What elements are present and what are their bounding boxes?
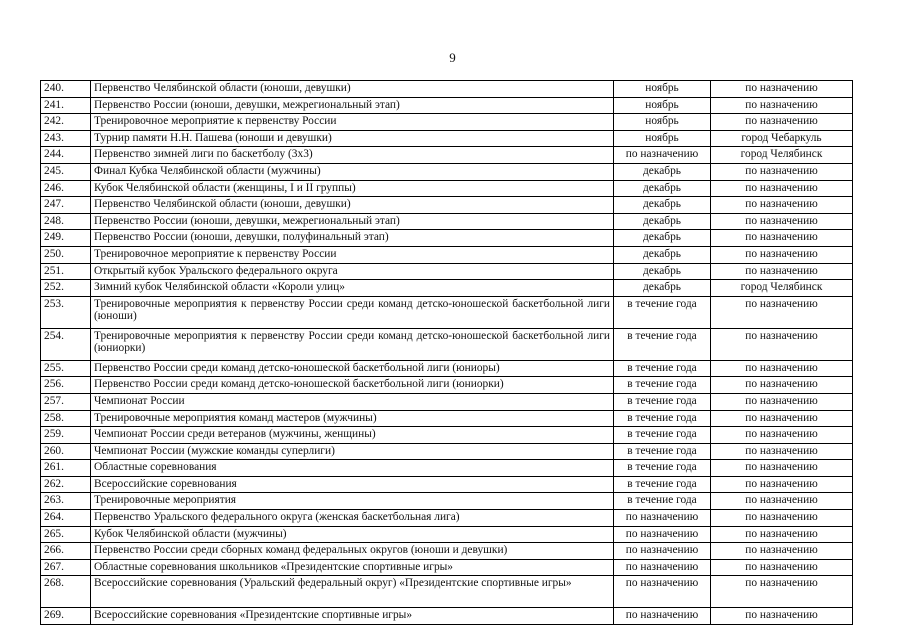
event-name: Тренировочные мероприятия к первенству России среди команд детско-юношеской баскетбольной лиги (юноши): [91, 296, 614, 328]
event-date: в течение года: [614, 296, 711, 328]
event-date: ноябрь: [614, 114, 711, 131]
table-row: [41, 130, 853, 147]
row-number: 258.: [41, 410, 91, 427]
event-date: декабрь: [614, 230, 711, 247]
event-place: по назначению: [711, 526, 853, 543]
event-place: по назначению: [711, 443, 853, 460]
event-name: Первенство России (юноши, девушки, полуфинальный этап): [91, 230, 614, 247]
row-number: 266.: [41, 543, 91, 560]
table-row: [41, 328, 853, 360]
table-row: [41, 180, 853, 197]
event-place: по назначению: [711, 180, 853, 197]
event-place: по назначению: [711, 163, 853, 180]
event-place: по назначению: [711, 197, 853, 214]
table-row: [41, 576, 853, 608]
table-row: [41, 230, 853, 247]
event-name: Кубок Челябинской области (мужчины): [91, 526, 614, 543]
row-number: 255.: [41, 360, 91, 377]
row-number: 263.: [41, 493, 91, 510]
table-row: [41, 197, 853, 214]
table-row: [41, 493, 853, 510]
event-date: ноябрь: [614, 81, 711, 98]
event-date: в течение года: [614, 360, 711, 377]
table-row: [41, 377, 853, 394]
event-date: ноябрь: [614, 130, 711, 147]
event-place: город Челябинск: [711, 280, 853, 297]
event-date: по назначению: [614, 147, 711, 164]
event-date: по назначению: [614, 608, 711, 625]
event-name: Первенство Челябинской области (юноши, девушки): [91, 197, 614, 214]
event-name: Кубок Челябинской области (женщины, I и II группы): [91, 180, 614, 197]
event-name: Первенство России среди команд детско-юношеской баскетбольной лиги (юниорки): [91, 377, 614, 394]
row-number: 251.: [41, 263, 91, 280]
table-row: [41, 526, 853, 543]
event-date: в течение года: [614, 460, 711, 477]
event-date: в течение года: [614, 427, 711, 444]
row-number: 249.: [41, 230, 91, 247]
event-place: по назначению: [711, 393, 853, 410]
event-name: Зимний кубок Челябинской области «Короли улиц»: [91, 280, 614, 297]
event-name: Чемпионат России: [91, 393, 614, 410]
row-number: 257.: [41, 393, 91, 410]
row-number: 256.: [41, 377, 91, 394]
event-name: Первенство России (юноши, девушки, межрегиональный этап): [91, 213, 614, 230]
row-number: 240.: [41, 81, 91, 98]
row-number: 262.: [41, 476, 91, 493]
event-name: Всероссийские соревнования «Президентские спортивные игры»: [91, 608, 614, 625]
table-row: [41, 427, 853, 444]
row-number: 261.: [41, 460, 91, 477]
event-name: Тренировочные мероприятия: [91, 493, 614, 510]
event-name: Областные соревнования школьников «Президентские спортивные игры»: [91, 559, 614, 576]
event-date: декабрь: [614, 213, 711, 230]
event-place: по назначению: [711, 543, 853, 560]
row-number: 244.: [41, 147, 91, 164]
table-row: [41, 510, 853, 527]
row-number: 248.: [41, 213, 91, 230]
event-name: Тренировочное мероприятие к первенству России: [91, 114, 614, 131]
event-name: Турнир памяти Н.Н. Пашева (юноши и девушки): [91, 130, 614, 147]
event-date: в течение года: [614, 443, 711, 460]
event-date: по назначению: [614, 526, 711, 543]
event-place: по назначению: [711, 576, 853, 608]
event-date: в течение года: [614, 377, 711, 394]
event-place: по назначению: [711, 360, 853, 377]
event-place: по назначению: [711, 97, 853, 114]
event-place: по назначению: [711, 230, 853, 247]
event-place: по назначению: [711, 460, 853, 477]
table-row: [41, 443, 853, 460]
event-name: Финал Кубка Челябинской области (мужчины): [91, 163, 614, 180]
table-row: [41, 81, 853, 98]
event-date: декабрь: [614, 180, 711, 197]
event-name: Первенство России среди сборных команд федеральных округов (юноши и девушки): [91, 543, 614, 560]
event-date: в течение года: [614, 410, 711, 427]
table-row: [41, 114, 853, 131]
event-place: по назначению: [711, 427, 853, 444]
event-date: по назначению: [614, 543, 711, 560]
event-date: декабрь: [614, 280, 711, 297]
event-name: Открытый кубок Уральского федерального округа: [91, 263, 614, 280]
event-place: по назначению: [711, 410, 853, 427]
row-number: 265.: [41, 526, 91, 543]
event-date: в течение года: [614, 328, 711, 360]
row-number: 267.: [41, 559, 91, 576]
event-place: по назначению: [711, 608, 853, 625]
row-number: 254.: [41, 328, 91, 360]
event-place: город Челябинск: [711, 147, 853, 164]
table-row: [41, 263, 853, 280]
event-name: Всероссийские соревнования: [91, 476, 614, 493]
event-place: по назначению: [711, 263, 853, 280]
event-name: Тренировочное мероприятие к первенству России: [91, 246, 614, 263]
table-row: [41, 559, 853, 576]
table-row: [41, 213, 853, 230]
table-row: [41, 97, 853, 114]
table-row: [41, 163, 853, 180]
table-row: [41, 608, 853, 625]
event-date: по назначению: [614, 559, 711, 576]
event-place: по назначению: [711, 493, 853, 510]
event-name: Первенство Уральского федерального округа (женская баскетбольная лига): [91, 510, 614, 527]
event-date: декабрь: [614, 163, 711, 180]
row-number: 242.: [41, 114, 91, 131]
events-table: [40, 80, 853, 625]
event-name: Чемпионат России (мужские команды суперлиги): [91, 443, 614, 460]
event-name: Тренировочные мероприятия к первенству России среди команд детско-юношеской баскетбольной лиги (юниорки): [91, 328, 614, 360]
row-number: 250.: [41, 246, 91, 263]
event-date: в течение года: [614, 493, 711, 510]
event-place: по назначению: [711, 114, 853, 131]
event-place: по назначению: [711, 328, 853, 360]
events-table-body: [41, 81, 853, 625]
event-date: в течение года: [614, 393, 711, 410]
table-row: [41, 280, 853, 297]
event-place: по назначению: [711, 559, 853, 576]
row-number: 253.: [41, 296, 91, 328]
event-date: декабрь: [614, 197, 711, 214]
table-row: [41, 147, 853, 164]
row-number: 241.: [41, 97, 91, 114]
page-number: 9: [449, 50, 456, 65]
event-name: Областные соревнования: [91, 460, 614, 477]
event-name: Первенство зимней лиги по баскетболу (3х3): [91, 147, 614, 164]
row-number: 269.: [41, 608, 91, 625]
event-place: по назначению: [711, 296, 853, 328]
row-number: 260.: [41, 443, 91, 460]
event-name: Чемпионат России среди ветеранов (мужчины, женщины): [91, 427, 614, 444]
table-row: [41, 296, 853, 328]
event-place: по назначению: [711, 476, 853, 493]
event-name: Первенство России (юноши, девушки, межрегиональный этап): [91, 97, 614, 114]
table-row: [41, 393, 853, 410]
row-number: 246.: [41, 180, 91, 197]
row-number: 247.: [41, 197, 91, 214]
event-place: по назначению: [711, 510, 853, 527]
event-place: по назначению: [711, 81, 853, 98]
event-date: по назначению: [614, 510, 711, 527]
table-row: [41, 460, 853, 477]
row-number: 245.: [41, 163, 91, 180]
event-place: город Чебаркуль: [711, 130, 853, 147]
event-date: по назначению: [614, 576, 711, 608]
event-name: Всероссийские соревнования (Уральский федеральный округ) «Президентские спортивные игры»: [91, 576, 614, 608]
event-place: по назначению: [711, 213, 853, 230]
row-number: 243.: [41, 130, 91, 147]
event-date: в течение года: [614, 476, 711, 493]
event-date: ноябрь: [614, 97, 711, 114]
table-row: [41, 410, 853, 427]
row-number: 259.: [41, 427, 91, 444]
table-row: [41, 360, 853, 377]
row-number: 252.: [41, 280, 91, 297]
event-place: по назначению: [711, 377, 853, 394]
event-place: по назначению: [711, 246, 853, 263]
row-number: 264.: [41, 510, 91, 527]
table-row: [41, 543, 853, 560]
table-row: [41, 246, 853, 263]
row-number: 268.: [41, 576, 91, 608]
event-date: декабрь: [614, 246, 711, 263]
event-name: Первенство России среди команд детско-юношеской баскетбольной лиги (юниоры): [91, 360, 614, 377]
event-name: Тренировочные мероприятия команд мастеров (мужчины): [91, 410, 614, 427]
event-name: Первенство Челябинской области (юноши, девушки): [91, 81, 614, 98]
table-row: [41, 476, 853, 493]
event-date: декабрь: [614, 263, 711, 280]
